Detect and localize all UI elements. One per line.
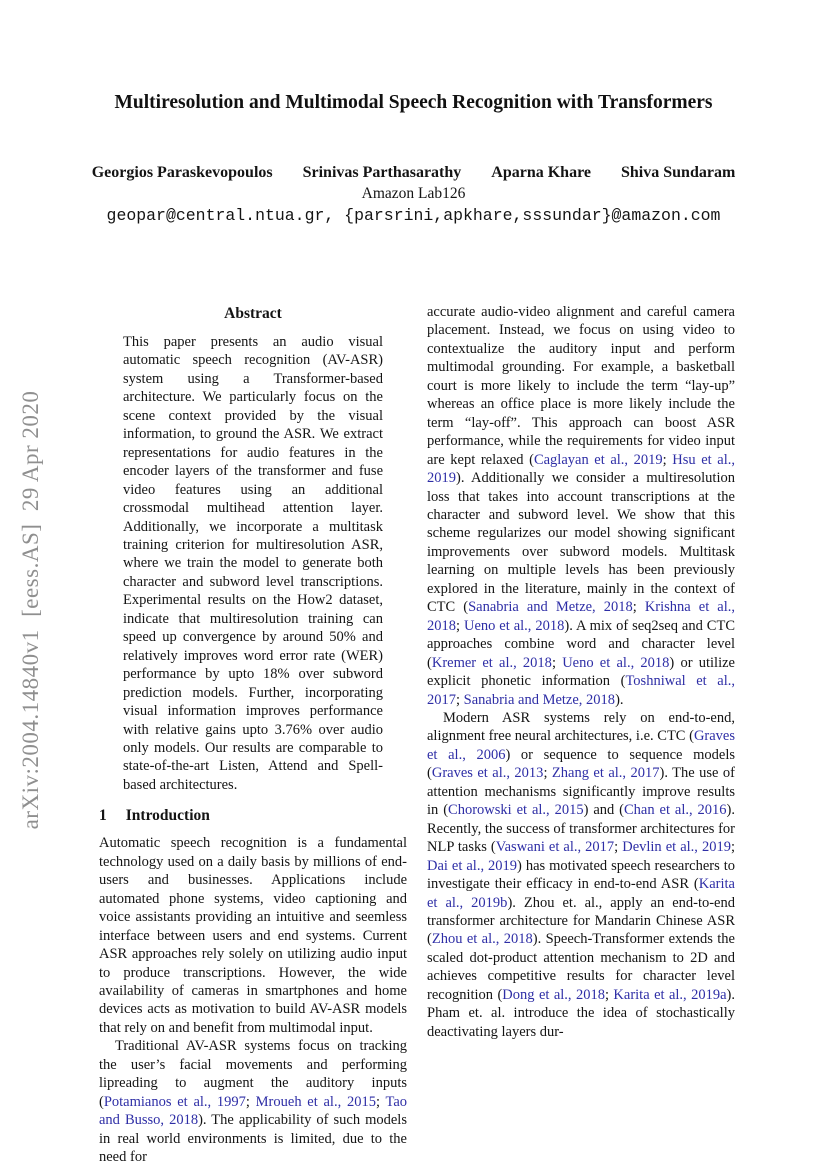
citation-link[interactable]: Vaswani et al., 2017 xyxy=(495,839,615,856)
abstract-heading: Abstract xyxy=(224,305,282,322)
paper-header xyxy=(0,0,827,225)
text-run: ; xyxy=(730,839,735,856)
paragraph xyxy=(123,333,383,794)
text-run: ; xyxy=(551,654,563,671)
text-run: ) has motivated speech researchers to investigate their efficacy in end-to-end ASR ( xyxy=(427,857,735,893)
text-run: Traditional AV-ASR systems focus on tracking the user’s facial movements and performing lipreading to augment the auditory inputs ( xyxy=(99,1038,407,1110)
paragraph xyxy=(427,303,735,709)
paragraph xyxy=(99,834,407,1037)
text-run: ). Zhou et. al., apply an end-to-end transformer architecture for Mandarin Chinese ASR ( xyxy=(427,894,735,948)
left-column xyxy=(99,303,407,1166)
text-run: This paper presents an audio visual automatic speech recognition (AV-ASR) system using a Transformer-based architecture. We particularly focus on the scene context provided by the visual information, to ground the ASR. We extract representations for audio features in the encoder layers of the transformer and fuse video features using an additional crossmodal multihead attention layer. Additionally, we incorporate a multitask training criterion for multiresolution ASR, where we train the model to generate both character and subword level transcriptions. Experimental results on the How2 dataset, indicate that multiresolution training can speed up convergence by around 50% and relatively improves word error rate (WER) performance by upto 18% over subword prediction models. Further, incorporating visual information improves performance with relative gains upto 3.76% over audio only models. Our results are comparable to state-of-the-art Listen, Attend and Spell-based architectures. xyxy=(123,334,383,793)
paper-title: Multiresolution and Multimodal Speech Recognition with Transformers xyxy=(114,92,713,113)
text-run: ; xyxy=(543,765,552,782)
citation-link[interactable]: Graves et al., 2013 xyxy=(431,765,544,782)
author-line xyxy=(0,164,827,182)
citation-link[interactable]: Toshniwal et al., 2017 xyxy=(427,673,735,708)
text-run: ). xyxy=(615,691,624,708)
citation-link[interactable]: Karita et al., 2019b xyxy=(427,876,735,911)
citation-link[interactable]: Karita et al., 2019a xyxy=(613,986,727,1003)
citation-link[interactable]: Ueno et al., 2018 xyxy=(562,654,670,671)
paragraph xyxy=(99,1037,407,1166)
email-line: geopar@central.ntua.gr, {parsrini,apkhare,sssundar}@amazon.com xyxy=(106,206,721,225)
text-run: ). A mix of seq2seq and CTC approaches combine word and character level ( xyxy=(427,617,735,671)
citation-link[interactable]: Caglayan et al., 2019 xyxy=(533,451,663,468)
text-run: ; xyxy=(614,839,623,856)
text-run: ; xyxy=(662,451,673,468)
author-name: Georgios Paraskevopoulos xyxy=(91,164,273,181)
two-column-body xyxy=(99,303,735,1166)
text-run: Modern ASR systems rely on end-to-end, alignment free neural architectures, i.e. CTC ( xyxy=(427,709,735,745)
citation-link[interactable]: Zhang et al., 2017 xyxy=(551,765,660,782)
citation-link[interactable]: Devlin et al., 2019 xyxy=(622,839,731,856)
citation-link[interactable]: Mroueh et al., 2015 xyxy=(255,1093,376,1110)
text-run: ; xyxy=(375,1093,386,1110)
citation-link[interactable]: Hsu et al., 2019 xyxy=(427,451,736,487)
text-run: ; xyxy=(456,691,464,708)
left-column-text xyxy=(99,834,407,1166)
paragraph xyxy=(427,709,735,1041)
abstract-text xyxy=(123,333,383,794)
text-run: ; xyxy=(456,617,464,634)
citation-link[interactable]: Dai et al., 2019 xyxy=(427,857,518,874)
author-name: Aparna Khare xyxy=(491,164,591,181)
text-run: ) or sequence to sequence models ( xyxy=(427,746,736,782)
text-run: ; xyxy=(604,986,614,1003)
text-run: ). The use of attention mechanisms significantly improve results in ( xyxy=(427,765,735,819)
text-run: ; xyxy=(245,1093,256,1110)
text-run: ) and ( xyxy=(583,802,625,819)
text-run: ) or utilize explicit phonetic information ( xyxy=(427,654,735,690)
text-run: ). Speech-Transformer extends the scaled dot-product attention mechanism to 2D and achieves competitive results for character level recognition ( xyxy=(427,931,735,1003)
section-number: 1 xyxy=(99,807,107,825)
citation-link[interactable]: Ueno et al., 2018 xyxy=(463,617,565,634)
text-run: ). Additionally we consider a multiresolution loss that takes into account transcriptions at the character and subword level. We show that this scheme regularizes our model showing significant improvements over subword models. Multitask learning on multiple levels has been previously explored in the literature, mainly in the context of CTC ( xyxy=(427,470,735,616)
author-name: Shiva Sundaram xyxy=(621,164,736,181)
right-column xyxy=(427,303,735,1166)
citation-link[interactable]: Sanabria and Metze, 2018 xyxy=(468,599,633,616)
citation-link[interactable]: Chan et al., 2016 xyxy=(624,802,727,819)
citation-link[interactable]: Krishna et al., 2018 xyxy=(427,599,735,634)
author-name: Srinivas Parthasarathy xyxy=(302,164,462,181)
citation-link[interactable]: Kremer et al., 2018 xyxy=(431,654,552,671)
citation-link[interactable]: Potamianos et al., 1997 xyxy=(103,1093,246,1110)
text-run: ; xyxy=(632,599,645,616)
section-title: Introduction xyxy=(125,807,210,825)
section-heading-introduction xyxy=(99,807,407,825)
arxiv-watermark: arXiv:2004.14840v1 [eess.AS] 29 Apr 2020 xyxy=(18,390,43,830)
text-run: ). Pham et. al. introduce the idea of stochastically deactivating layers dur- xyxy=(427,986,735,1040)
right-column-text xyxy=(427,303,735,1041)
citation-link[interactable]: Zhou et al., 2018 xyxy=(431,931,533,948)
text-run: accurate audio-video alignment and careful camera placement. Instead, we focus on using video to contextualize the auditory input and perform multimodal grounding. For example, a basketball court is more likely to include the term “lay-up” whereas an office place is more likely include the term “lay-off”. This approach can boost ASR performance, while the requirements for video input are kept relaxed ( xyxy=(427,304,735,468)
affiliation: Amazon Lab126 xyxy=(361,185,466,202)
citation-link[interactable]: Dong et al., 2018 xyxy=(502,986,605,1003)
citation-link[interactable]: Tao and Busso, 2018 xyxy=(99,1093,407,1129)
text-run: Automatic speech recognition is a fundamental technology used on a daily basis by millions of end-users and businesses. Applications include automated phone systems, video captioning and voice assistants providing an intuitive and seemless interface between users and end systems. Current ASR approaches rely solely on utilizing audio input to produce transcriptions. However, the wide availability of cameras in smartphones and home devices acts as motivation to build AV-ASR models that rely on and benefit from multimodal input. xyxy=(99,835,407,1036)
citation-link[interactable]: Graves et al., 2006 xyxy=(427,728,736,763)
text-run: ). Recently, the success of transformer architectures for NLP tasks ( xyxy=(427,802,736,856)
citation-link[interactable]: Sanabria and Metze, 2018 xyxy=(463,691,616,708)
text-run: ). The applicability of such models in real world environments is limited, due to the need for xyxy=(99,1112,407,1166)
citation-link[interactable]: Chorowski et al., 2015 xyxy=(448,802,584,819)
